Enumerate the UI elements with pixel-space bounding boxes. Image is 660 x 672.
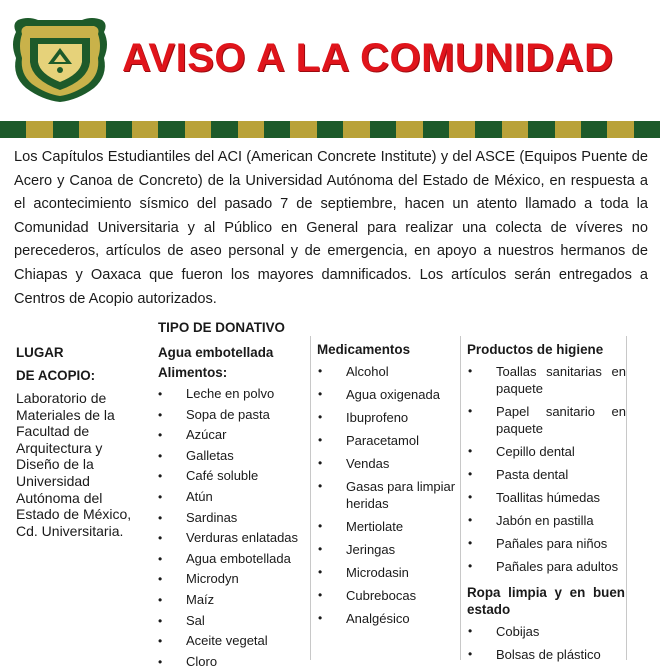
decorative-band xyxy=(0,121,660,138)
list-item: • Aceite vegetal xyxy=(156,631,308,652)
list-item: • Pasta dental xyxy=(466,466,626,483)
list-item: • Gasas para limpiar heridas xyxy=(316,478,460,512)
page-title: AVISO A LA COMUNIDAD xyxy=(122,36,614,80)
lugar-description: Laboratorio de Materiales de la Facultad de Arquitectura y Diseño de la Universidad Autónoma del Estado de México, Cd. Universitaria. xyxy=(16,390,132,539)
list-item: • Cobijas xyxy=(466,623,626,640)
alimentos-list xyxy=(156,384,308,672)
acopio-heading: DE ACOPIO: xyxy=(16,368,96,383)
list-item: • Vendas xyxy=(316,455,460,472)
list-item: • Jabón en pastilla xyxy=(466,512,626,529)
list-item: • Cubrebocas xyxy=(316,587,460,604)
list-item: • Jeringas xyxy=(316,541,460,558)
list-item: • Analgésico xyxy=(316,610,460,627)
list-item: • Toallas sanitarias en paquete xyxy=(466,363,626,397)
list-item: • Sardinas xyxy=(156,508,308,529)
column-divider xyxy=(460,336,461,660)
list-item: • Pañales para adultos xyxy=(466,558,626,575)
list-item: • Pañales para niños xyxy=(466,535,626,552)
higiene-heading: Productos de higiene xyxy=(467,342,604,357)
list-item: • Galletas xyxy=(156,446,308,467)
list-item: • Papel sanitario en paquete xyxy=(466,403,626,437)
header xyxy=(0,0,660,118)
list-item: • Atún xyxy=(156,487,308,508)
list-item: • Ibuprofeno xyxy=(316,409,460,426)
ropa-heading: Ropa limpia y en buen estado xyxy=(467,585,625,617)
list-item: • Cepillo dental xyxy=(466,443,626,460)
agua-heading: Agua embotellada xyxy=(158,345,274,360)
list-item: • Microdyn xyxy=(156,569,308,590)
medicamentos-heading: Medicamentos xyxy=(317,342,411,357)
intro-paragraph: Los Capítulos Estudiantiles del ACI (American Concrete Institute) y del ASCE (Equipos Puente de Acero y Canoa de Concreto) de la Universidad Autónoma del Estado de México, en respuesta a el acontecimiento sísmico del pasado 7 de septiembre, hacen un atento llamado a toda la Comunidad Universitaria y al Público en General para realizar una colecta de víveres no perecederos, artículos de aseo personal y de emergencia, en apoyo a nuestros hermanos de Chiapas y Oaxaca que fueron los mayores damnificados. Los artículos serán entregados a Centros de Acopio autorizados. xyxy=(14,149,648,307)
list-item: • Microdasin xyxy=(316,564,460,581)
alimentos-heading: Alimentos: xyxy=(158,365,228,380)
list-item: • Verduras enlatadas xyxy=(156,528,308,549)
tipo-donativo-heading: TIPO DE DONATIVO xyxy=(158,320,285,335)
list-item: • Mertiolate xyxy=(316,518,460,535)
lugar-heading: LUGAR xyxy=(16,345,64,360)
list-item: • Azúcar xyxy=(156,425,308,446)
list-item: • Paracetamol xyxy=(316,432,460,449)
ropa-list xyxy=(466,623,626,669)
column-divider xyxy=(626,336,627,660)
list-item: • Alcohol xyxy=(316,363,460,380)
list-item: • Toallitas húmedas xyxy=(466,489,626,506)
list-item: • Agua embotellada xyxy=(156,549,308,570)
list-item: • Café soluble xyxy=(156,466,308,487)
medicamentos-list xyxy=(316,363,460,633)
list-item: • Cloro xyxy=(156,652,308,672)
list-item: • Sopa de pasta xyxy=(156,405,308,426)
list-item: • Sal xyxy=(156,611,308,632)
list-item: • Leche en polvo xyxy=(156,384,308,405)
list-item: • Agua oxigenada xyxy=(316,386,460,403)
higiene-list xyxy=(466,363,626,581)
university-seal-icon xyxy=(8,14,112,104)
column-divider xyxy=(310,336,311,660)
list-item: • Bolsas de plástico xyxy=(466,646,626,663)
list-item: • Maíz xyxy=(156,590,308,611)
